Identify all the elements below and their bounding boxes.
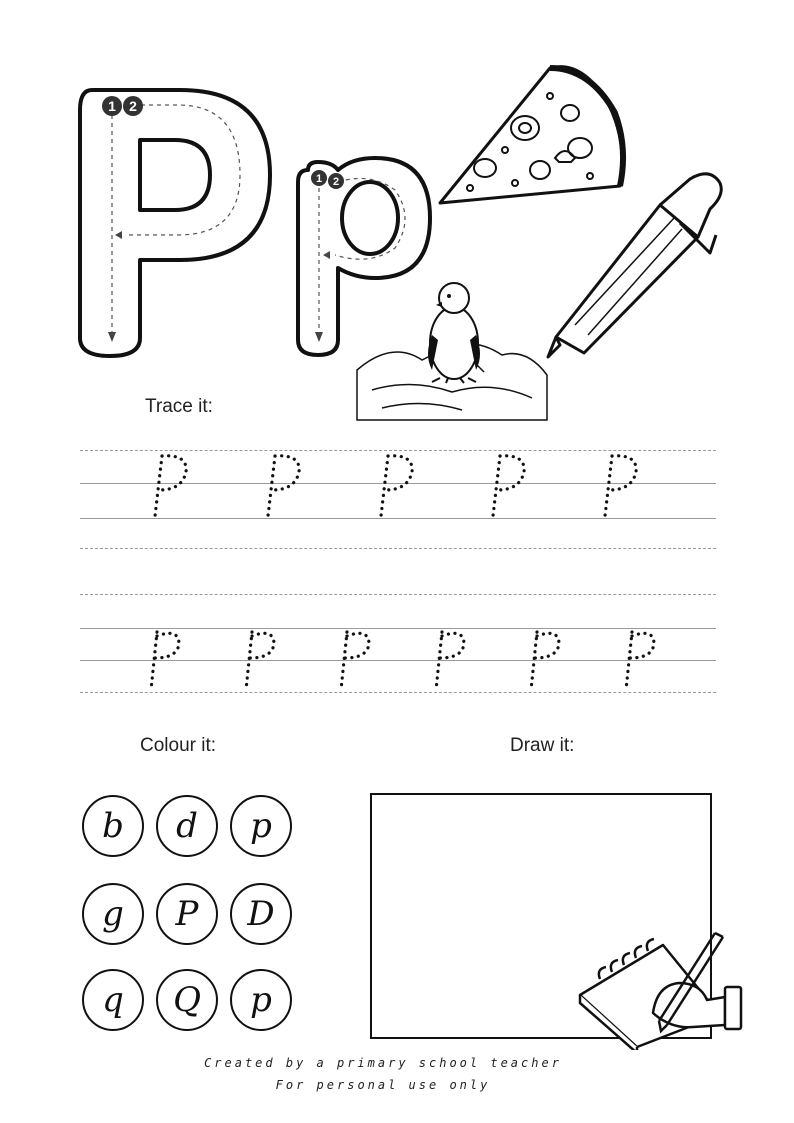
trace-char — [645, 630, 681, 692]
small-stroke-number-2: 2 — [332, 176, 340, 188]
trace-char — [539, 630, 575, 692]
trace-char — [251, 452, 291, 518]
colour-label: Colour it: — [140, 735, 217, 756]
small-stroke-number-1: 1 — [315, 173, 323, 185]
stroke-number-2: 2 — [129, 98, 137, 114]
colour-circle[interactable]: g — [82, 883, 144, 945]
trace-lowercase-text — [80, 630, 716, 692]
draw-label: Draw it: — [510, 735, 575, 756]
trace-uppercase-text — [80, 452, 716, 518]
footer-credit: Created by a primary school teacher — [204, 1056, 562, 1070]
colour-circle[interactable]: D — [230, 883, 292, 945]
trace-char — [505, 452, 545, 518]
trace-char — [115, 630, 151, 692]
colour-circle[interactable]: p — [230, 969, 292, 1031]
trace-char — [327, 630, 363, 692]
colour-circle[interactable]: b — [82, 795, 144, 857]
colour-circle[interactable]: q — [82, 969, 144, 1031]
trace-char — [632, 452, 672, 518]
footer-usage: For personal use only — [275, 1078, 491, 1092]
stroke-number-1: 1 — [108, 98, 116, 114]
notepad-writing-icon — [575, 925, 745, 1050]
trace-char — [123, 452, 163, 518]
trace-char — [221, 630, 257, 692]
colour-circle[interactable]: P — [156, 883, 218, 945]
colour-circle[interactable]: d — [156, 795, 218, 857]
trace-char — [433, 630, 469, 692]
colour-circle[interactable]: p — [230, 795, 292, 857]
trace-label: Trace it: — [145, 396, 213, 417]
trace-char — [378, 452, 418, 518]
colour-circle[interactable]: Q — [156, 969, 218, 1031]
